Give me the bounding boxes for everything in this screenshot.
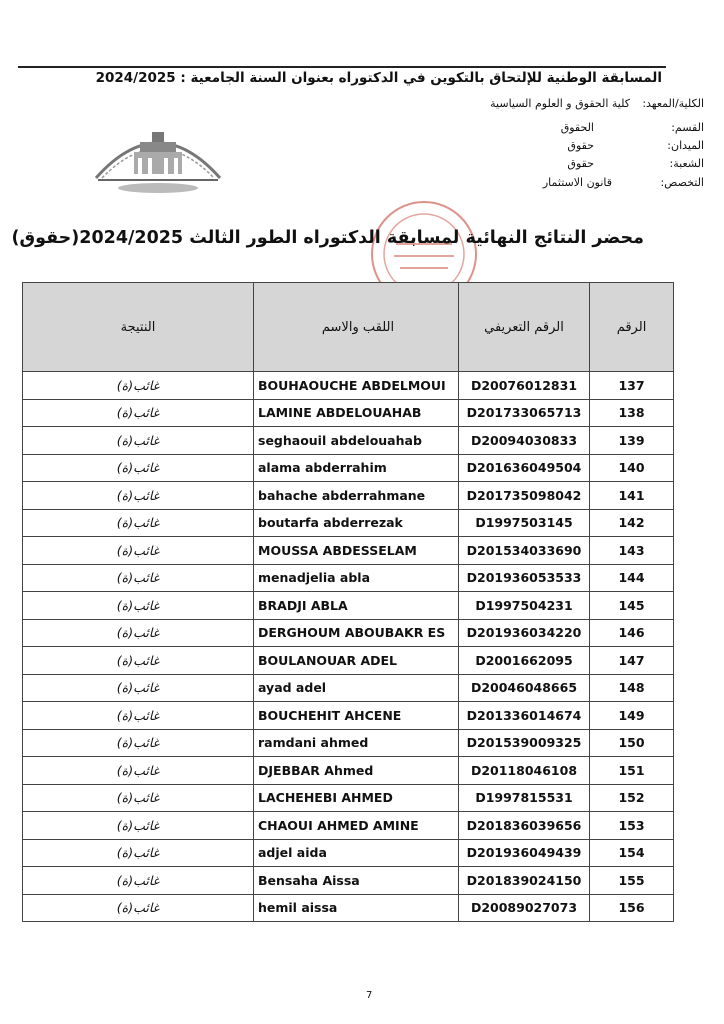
table-row — [23, 509, 674, 537]
result-cell — [23, 592, 254, 620]
result-text: غائب(ة) — [116, 872, 160, 888]
field-label: الميدان: — [667, 139, 704, 152]
name-cell: seghaouil abdelouahab — [254, 427, 459, 455]
department-row — [404, 121, 704, 135]
result-cell — [23, 757, 254, 785]
number-cell: 146 — [590, 619, 674, 647]
branch-label: الشعبة: — [669, 157, 704, 170]
result-cell — [23, 399, 254, 427]
id-cell: D20076012831 — [459, 372, 590, 400]
result-cell — [23, 674, 254, 702]
table-header-row — [23, 283, 674, 372]
table-row — [23, 592, 674, 620]
name-cell: MOUSSA ABDESSELAM — [254, 537, 459, 565]
branch-row — [404, 157, 704, 171]
result-cell — [23, 647, 254, 675]
name-cell: BOUHAOUCHE ABDELMOUI — [254, 372, 459, 400]
number-cell: 145 — [590, 592, 674, 620]
id-cell: D201839024150 — [459, 867, 590, 895]
table-row — [23, 564, 674, 592]
name-cell: CHAOUI AHMED AMINE — [254, 812, 459, 840]
table-row — [23, 427, 674, 455]
id-cell: D201534033690 — [459, 537, 590, 565]
number-cell: 149 — [590, 702, 674, 730]
number-cell: 142 — [590, 509, 674, 537]
faculty-value: كلية الحقوق و العلوم السياسية — [490, 97, 630, 110]
result-cell — [23, 619, 254, 647]
number-cell: 139 — [590, 427, 674, 455]
id-cell: D20089027073 — [459, 894, 590, 922]
name-cell: DJEBBAR Ahmed — [254, 757, 459, 785]
id-cell: D201539009325 — [459, 729, 590, 757]
result-cell — [23, 812, 254, 840]
result-cell — [23, 537, 254, 565]
id-cell: D20046048665 — [459, 674, 590, 702]
result-text: غائب(ة) — [116, 542, 160, 558]
result-cell — [23, 482, 254, 510]
table-row — [23, 784, 674, 812]
id-cell: D1997815531 — [459, 784, 590, 812]
result-text: غائب(ة) — [116, 900, 160, 916]
table-row — [23, 399, 674, 427]
id-cell: D201936049439 — [459, 839, 590, 867]
result-cell — [23, 702, 254, 730]
id-cell: D20094030833 — [459, 427, 590, 455]
header-result: النتيجة — [23, 283, 254, 372]
result-text: غائب(ة) — [116, 515, 160, 531]
name-cell: DERGHOUM ABOUBAKR ES — [254, 619, 459, 647]
department-value: الحقوق — [560, 121, 594, 134]
id-cell: D1997504231 — [459, 592, 590, 620]
table-row — [23, 729, 674, 757]
id-cell: D2001662095 — [459, 647, 590, 675]
number-cell: 144 — [590, 564, 674, 592]
document-title: محضر النتائج النهائية لمسابقة الدكتوراه الطور الثالث 2024/2025(حقوق) — [11, 228, 644, 248]
result-text: غائب(ة) — [116, 680, 160, 696]
table-row — [23, 482, 674, 510]
result-text: غائب(ة) — [116, 790, 160, 806]
field-value: حقوق — [567, 139, 594, 152]
header-id: الرقم التعريفي — [459, 283, 590, 372]
table-row — [23, 894, 674, 922]
name-cell: boutarfa abderrezak — [254, 509, 459, 537]
name-cell: LACHEHEBI AHMED — [254, 784, 459, 812]
top-rule — [18, 66, 666, 68]
number-cell: 143 — [590, 537, 674, 565]
id-cell: D20118046108 — [459, 757, 590, 785]
page-number: 7 — [366, 990, 373, 1001]
result-text: غائب(ة) — [116, 762, 160, 778]
name-cell: adjel aida — [254, 839, 459, 867]
result-text: غائب(ة) — [116, 845, 160, 861]
result-cell — [23, 867, 254, 895]
name-cell: ramdani ahmed — [254, 729, 459, 757]
table-row — [23, 454, 674, 482]
table-row — [23, 867, 674, 895]
number-cell: 155 — [590, 867, 674, 895]
table-row — [23, 537, 674, 565]
table-row — [23, 647, 674, 675]
result-text: غائب(ة) — [116, 487, 160, 503]
specialty-value: قانون الاستثمار — [542, 176, 612, 189]
name-cell: BOULANOUAR ADEL — [254, 647, 459, 675]
number-cell: 138 — [590, 399, 674, 427]
result-text: غائب(ة) — [116, 377, 160, 393]
table-row — [23, 674, 674, 702]
header-name: اللقب والاسم — [254, 283, 459, 372]
id-cell: D1997503145 — [459, 509, 590, 537]
name-cell: BRADJI ABLA — [254, 592, 459, 620]
result-cell — [23, 372, 254, 400]
result-cell — [23, 729, 254, 757]
table-row — [23, 702, 674, 730]
result-cell — [23, 427, 254, 455]
number-cell: 147 — [590, 647, 674, 675]
id-cell: D201936034220 — [459, 619, 590, 647]
result-cell — [23, 509, 254, 537]
result-text: غائب(ة) — [116, 735, 160, 751]
number-cell: 140 — [590, 454, 674, 482]
result-text: غائب(ة) — [116, 460, 160, 476]
name-cell: ayad adel — [254, 674, 459, 702]
result-text: غائب(ة) — [116, 570, 160, 586]
number-cell: 154 — [590, 839, 674, 867]
result-cell — [23, 894, 254, 922]
header-number: الرقم — [590, 283, 674, 372]
id-cell: D201336014674 — [459, 702, 590, 730]
number-cell: 150 — [590, 729, 674, 757]
table-row — [23, 839, 674, 867]
result-text: غائب(ة) — [116, 432, 160, 448]
branch-value: حقوق — [567, 157, 594, 170]
university-logo-icon — [88, 118, 228, 196]
name-cell: alama abderrahim — [254, 454, 459, 482]
results-table — [22, 282, 674, 922]
specialty-row — [404, 176, 704, 190]
result-text: غائب(ة) — [116, 625, 160, 641]
faculty-row — [404, 97, 704, 111]
number-cell: 153 — [590, 812, 674, 840]
number-cell: 152 — [590, 784, 674, 812]
result-text: غائب(ة) — [116, 597, 160, 613]
field-row — [404, 139, 704, 153]
table-row — [23, 757, 674, 785]
result-cell — [23, 839, 254, 867]
name-cell: BOUCHEHIT AHCENE — [254, 702, 459, 730]
id-cell: D201936053533 — [459, 564, 590, 592]
result-text: غائب(ة) — [116, 405, 160, 421]
id-cell: D201735098042 — [459, 482, 590, 510]
result-cell — [23, 784, 254, 812]
name-cell: bahache abderrahmane — [254, 482, 459, 510]
result-text: غائب(ة) — [116, 817, 160, 833]
number-cell: 141 — [590, 482, 674, 510]
id-cell: D201836039656 — [459, 812, 590, 840]
number-cell: 137 — [590, 372, 674, 400]
department-label: القسم: — [671, 121, 704, 134]
header-title: المسابقة الوطنية للإلتحاق بالتكوين في الدكتوراه بعنوان السنة الجامعية : 2024/2025 — [95, 70, 662, 86]
specialty-label: التخصص: — [660, 176, 704, 189]
name-cell: Bensaha Aissa — [254, 867, 459, 895]
result-cell — [23, 454, 254, 482]
table-row — [23, 372, 674, 400]
table-row — [23, 619, 674, 647]
number-cell: 156 — [590, 894, 674, 922]
id-cell: D201733065713 — [459, 399, 590, 427]
id-cell: D201636049504 — [459, 454, 590, 482]
number-cell: 148 — [590, 674, 674, 702]
result-cell — [23, 564, 254, 592]
table-row — [23, 812, 674, 840]
number-cell: 151 — [590, 757, 674, 785]
name-cell: menadjelia abla — [254, 564, 459, 592]
name-cell: LAMINE ABDELOUAHAB — [254, 399, 459, 427]
result-text: غائب(ة) — [116, 707, 160, 723]
faculty-label: الكلية/المعهد: — [642, 97, 704, 110]
result-text: غائب(ة) — [116, 652, 160, 668]
name-cell: hemil aissa — [254, 894, 459, 922]
